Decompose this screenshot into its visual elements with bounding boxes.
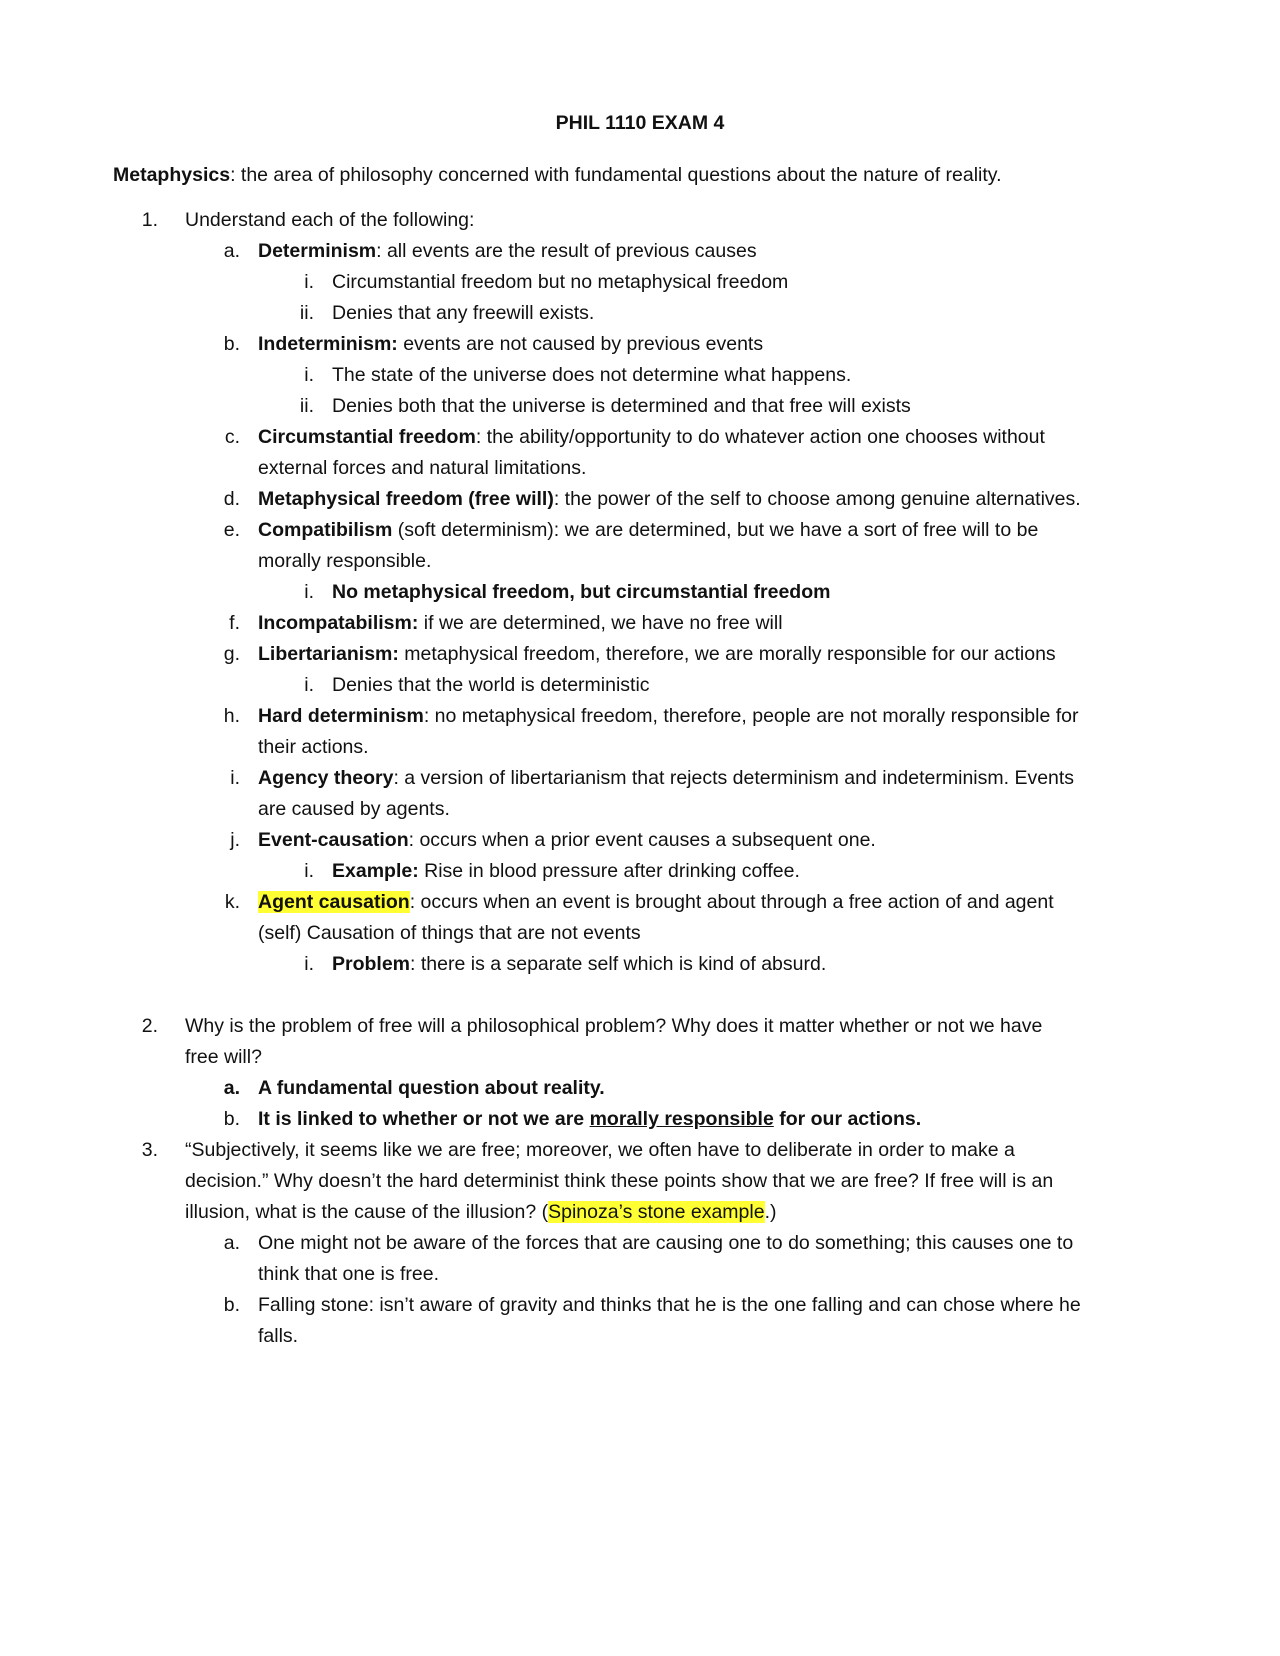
q2-b-text-after: for our actions.: [773, 1108, 922, 1130]
q1-c-term: Circumstantial freedom: [258, 426, 476, 448]
q1-h-term: Hard determinism: [258, 705, 424, 727]
q2-b-marker: b.: [223, 1108, 240, 1130]
q1-j-marker: j.: [230, 829, 240, 851]
q1-d-marker: d.: [223, 488, 240, 510]
q1-a-i-text: Circumstantial freedom but no metaphysical freedom: [332, 271, 789, 293]
q1-k-i-term: Problem: [332, 953, 411, 975]
q1-i-term: Agency theory: [258, 767, 394, 789]
q1-g-i-marker: i.: [304, 674, 314, 696]
q2-text-cont: free will?: [185, 1046, 262, 1068]
q1-f-text: [258, 611, 783, 635]
q3-a-marker: a.: [223, 1232, 240, 1254]
q1-j-i-text: [332, 859, 800, 883]
q2-a-text: A fundamental question about reality.: [258, 1077, 605, 1099]
q1-e-i-marker: i.: [304, 581, 314, 603]
q1-c-text: [258, 425, 1045, 449]
q3-a-text-cont: think that one is free.: [258, 1263, 440, 1285]
q3-highlight: Spinoza’s stone example: [548, 1201, 765, 1223]
q1-e-marker: e.: [223, 519, 240, 541]
q1-i-text: [258, 766, 1074, 790]
q2-a-marker: a.: [223, 1077, 240, 1099]
q1-h-marker: h.: [223, 705, 240, 727]
page-title: PHIL 1110 EXAM 4: [555, 112, 725, 134]
q1-text: Understand each of the following:: [185, 209, 475, 231]
q1-k-marker: k.: [224, 891, 240, 913]
q3-text-cont-2: [185, 1200, 777, 1224]
q1-a-desc: : all events are the result of previous causes: [376, 240, 757, 262]
q1-j-desc: : occurs when a prior event causes a subsequent one.: [408, 829, 876, 851]
q2-text: Why is the problem of free will a philosophical problem? Why does it matter whether or not we have: [185, 1015, 1043, 1037]
q1-k-i-text: [332, 952, 826, 976]
q1-k-text: [258, 890, 1054, 914]
q1-b-text: [258, 332, 763, 356]
q1-f-term: Incompatabilism:: [258, 612, 419, 634]
q1-a-ii-text: Denies that any freewill exists.: [332, 302, 595, 324]
intro-term: Metaphysics: [113, 164, 231, 186]
q1-a-marker: a.: [223, 240, 240, 262]
q1-j-i-desc: Rise in blood pressure after drinking coffee.: [418, 860, 800, 882]
q1-j-term: Event-causation: [258, 829, 409, 851]
q3-text3-before: illusion, what is the cause of the illusion? (: [185, 1201, 549, 1223]
q1-g-desc: metaphysical freedom, therefore, we are morally responsible for our actions: [398, 643, 1056, 665]
q2-b-underlined: morally responsible: [589, 1108, 774, 1130]
q1-h-desc: : no metaphysical freedom, therefore, people are not morally responsible for: [423, 705, 1079, 727]
q3-a-text: One might not be aware of the forces that are causing one to do something; this causes one to: [258, 1232, 1074, 1254]
q3-b-text: Falling stone: isn’t aware of gravity and thinks that he is the one falling and can chose where he: [258, 1294, 1081, 1316]
q1-a-i-marker: i.: [304, 271, 314, 293]
q1-k-term-highlighted: Agent causation: [258, 891, 410, 913]
q1-j-text: [258, 828, 876, 852]
q1-i-desc: : a version of libertarianism that rejects determinism and indeterminism. Events: [393, 767, 1075, 789]
q3-text: “Subjectively, it seems like we are free; moreover, we often have to deliberate in order to make a: [185, 1139, 1015, 1161]
q1-b-term: Indeterminism:: [258, 333, 398, 355]
q1-k-text-cont: (self) Causation of things that are not events: [258, 922, 641, 944]
q1-b-marker: b.: [223, 333, 240, 355]
q1-d-term: Metaphysical freedom (free will): [258, 488, 554, 510]
q1-a-term: Determinism: [258, 240, 377, 262]
q1-b-ii-text: Denies both that the universe is determined and that free will exists: [332, 395, 911, 417]
q1-f-desc: if we are determined, we have no free will: [418, 612, 783, 634]
q2-number: 2.: [141, 1015, 158, 1037]
q1-j-i-term: Example:: [332, 860, 419, 882]
q3-b-marker: b.: [223, 1294, 240, 1316]
q1-e-text: [258, 518, 1038, 542]
q1-number: 1.: [141, 209, 158, 231]
q2-b-text-before: It is linked to whether or not we are: [258, 1108, 590, 1130]
q1-h-text-cont: their actions.: [258, 736, 369, 758]
q1-d-desc: : the power of the self to choose among genuine alternatives.: [553, 488, 1081, 510]
q1-i-text-cont: are caused by agents.: [258, 798, 450, 820]
q1-g-i-text: Denies that the world is deterministic: [332, 674, 650, 696]
q3-number: 3.: [141, 1139, 158, 1161]
q1-e-term: Compatibilism: [258, 519, 393, 541]
q1-b-i-marker: i.: [304, 364, 314, 386]
q1-f-marker: f.: [229, 612, 240, 634]
q1-a-text: [258, 239, 757, 263]
q1-c-desc: : the ability/opportunity to do whatever action one chooses without: [475, 426, 1045, 448]
intro-paragraph: [113, 163, 1002, 187]
intro-text: : the area of philosophy concerned with fundamental questions about the nature of reality.: [230, 164, 1002, 186]
q1-j-i-marker: i.: [304, 860, 314, 882]
q1-e-text-cont: morally responsible.: [258, 550, 432, 572]
q1-k-i-desc: : there is a separate self which is kind of absurd.: [410, 953, 827, 975]
q3-text-cont-1: decision.” Why doesn’t the hard determinist think these points show that we are free? If free will is an: [185, 1170, 1054, 1192]
q1-g-term: Libertarianism:: [258, 643, 399, 665]
q1-k-desc: : occurs when an event is brought about through a free action of and agent: [409, 891, 1054, 913]
q1-g-text: [258, 642, 1056, 666]
q1-k-i-marker: i.: [304, 953, 314, 975]
q2-b-text: [258, 1107, 921, 1131]
q1-i-marker: i.: [230, 767, 240, 789]
q1-c-marker: c.: [224, 426, 240, 448]
q1-h-text: [258, 704, 1079, 728]
q1-a-ii-marker: ii.: [299, 302, 314, 324]
q1-c-text-cont: external forces and natural limitations.: [258, 457, 587, 479]
q1-b-desc: events are not caused by previous events: [397, 333, 764, 355]
q1-e-i-text: No metaphysical freedom, but circumstantial freedom: [332, 581, 831, 603]
q1-g-marker: g.: [223, 643, 240, 665]
q1-b-ii-marker: ii.: [299, 395, 314, 417]
q1-e-desc: (soft determinism): we are determined, but we have a sort of free will to be: [392, 519, 1039, 541]
q1-b-i-text: The state of the universe does not determine what happens.: [332, 364, 852, 386]
q3-b-text-cont: falls.: [258, 1325, 299, 1347]
q1-d-text: [258, 487, 1081, 511]
q3-text3-after: .): [764, 1201, 777, 1223]
